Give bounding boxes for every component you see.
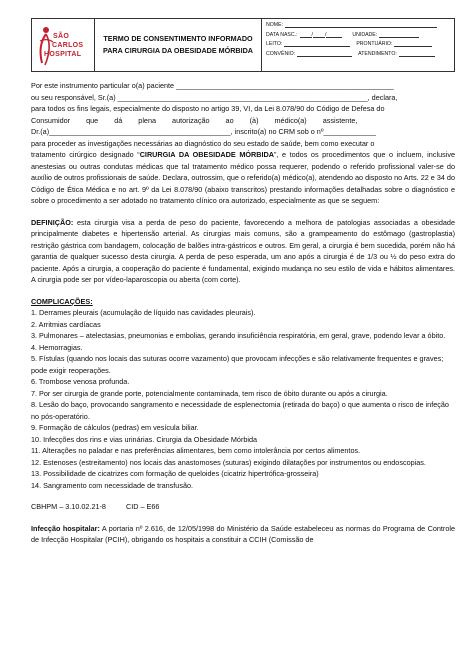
atendimento-label: ATENDIMENTO: bbox=[358, 50, 397, 57]
complication-item: 14. Sangramento com necessidade de transfusão. bbox=[31, 480, 194, 490]
intro-line-3: para todos os fins legais, especialmente do disposto no artigo 39, VI, da Lei 8.078/90 do Código de Defesa do bbox=[31, 104, 385, 113]
nome-label: NOME: bbox=[266, 22, 284, 28]
form-title-line-2: PARA CIRURGIA DA OBESIDADE MÓRBIDA bbox=[102, 46, 253, 55]
field-row-convenio bbox=[266, 50, 451, 60]
intro-text-post: ”, e todos os procedimentos que o incluem, inclusive anestesias ou outras condutas médicas que tal tratamento médico possa requerer, podendo o referido profissional valer-se do auxílio de outros profissionais de saúde. Declara, outrossim, que o referido(a) médico(a), atendendo ao disposto no Arts. 22 e 34 do Código de Ética Médica e no art. 9º da Lei 8.078/90 (abaixo transcritos) prestando informações detalhadas sobre o diagnóstico e sobre o procedimento a ser adotado no tratamento clínico ora autorizado, especialmente as que se seguem: bbox=[31, 150, 455, 205]
field-row-leito bbox=[266, 40, 451, 50]
prontuario-label: PRONTUÁRIO: bbox=[356, 41, 393, 48]
logo-text-hospital: HOSPITAL bbox=[44, 51, 82, 58]
definicao-text: esta cirurgia visa a perda de peso do paciente, favorecendo a melhora de patologias associadas a obesidade principalmente diabetes e hipertensão arterial. As cirurgias mais comuns, são a grampeamento do estômago (gastroplastia) restrição gástrica com bandagem, colocação de balões intra-gástricos e outros. Em geral, a cirurgia é bem sucedida, porém não há garantia de qualquer sucesso desta cirurgia. A perda de peso esperada, um ano após a cirurgia é de 1/3 ou ½ do peso extra do paciente. Após a cirurgia, a cooperação do paciente é fundamental, exigindo mudança no seu estilo de vida e hábitos alimentares. A cirurgia pode ser por vídeo-laparoscopia ou aberta (com corte). bbox=[31, 217, 455, 284]
complication-item: 9. Formação de cálculos (pedras) em vesícula biliar. bbox=[31, 423, 199, 432]
infeccao-text: A portaria nº 2.616, de 12/05/1998 do Ministério da Saúde estabeleceu as normas do Programa de Controle de Infecção Hospitalar (PCIH), obrigando os hospitais a constituir a CCIH (Comissão de bbox=[31, 523, 455, 544]
convenio-label: CONVÊNIO: bbox=[266, 50, 296, 57]
data-nasc-year-field[interactable] bbox=[326, 31, 342, 38]
consent-body bbox=[31, 80, 455, 546]
complication-item: 8. Lesão do baço, provocando sangramento e necessidade de esplenectomia (retirada do baço) o que aumenta o risco de infeção no pós-operatório. bbox=[31, 400, 449, 421]
convenio-field[interactable] bbox=[297, 50, 352, 57]
data-nasc-month-field[interactable] bbox=[313, 31, 325, 38]
intro-line-5: Dr.(a)_____________________________________________, inscrito(a) no CRM sob o nº_____________ bbox=[31, 127, 376, 136]
data-nasc-day-field[interactable] bbox=[300, 31, 312, 38]
hospital-logo bbox=[32, 19, 95, 71]
complication-item: 11. Alterações no paladar e nas preferências alimentares, bem como intolerância por certos alimentos. bbox=[31, 446, 361, 455]
complicacoes-title: COMPLICAÇÕES: bbox=[31, 296, 93, 306]
intro-paragraph bbox=[31, 149, 455, 207]
complication-item: 12. Estenoses (estreitamento) nos locais das anastomoses (suturas) exigindo dilatações por instrumentos ou endoscopias. bbox=[31, 457, 426, 467]
unidade-label: UNIDADE: bbox=[352, 31, 378, 38]
complication-item: 1. Derrames pleurais (acumulação de líquido nas cavidades pleurais). bbox=[31, 308, 256, 317]
field-row-nome bbox=[266, 21, 451, 31]
complication-item: 7. Por ser cirurgia de grande porte, potencialmente contaminada, tem risco de óbito durante ou após a cirurgia. bbox=[31, 388, 388, 398]
cbhpm-code: CBHPM – 3.10.02.21-8 bbox=[31, 502, 106, 511]
intro-line-2: ou seu responsável, Sr.(a) ______________________________________________________________, declara, bbox=[31, 92, 398, 102]
unidade-field[interactable] bbox=[379, 31, 419, 38]
intro-line-4: Consumidor que dá plena autorização ao (à) médico(a) assistente, bbox=[31, 115, 358, 125]
leito-field[interactable] bbox=[284, 40, 350, 47]
data-nasc-label: DATA NASC.: bbox=[266, 31, 298, 38]
intro-line-1: Por este instrumento particular o(a) paciente ______________________________________________________ bbox=[31, 81, 394, 90]
form-header bbox=[31, 18, 455, 72]
intro-line-6: para proceder as investigações necessárias ao diagnóstico do seu estado de saúde, bem como executar o bbox=[31, 138, 375, 148]
form-title bbox=[95, 19, 262, 71]
nome-field[interactable] bbox=[285, 21, 437, 28]
complication-item: 2. Arritmias cardíacas bbox=[31, 319, 101, 329]
infeccao-paragraph bbox=[31, 523, 455, 546]
cid-code: CID – E66 bbox=[125, 502, 160, 511]
atendimento-field[interactable] bbox=[399, 50, 435, 57]
date-separator: / bbox=[311, 31, 313, 38]
complication-item: 6. Trombose venosa profunda. bbox=[31, 377, 130, 386]
complication-item: 10. Infecções dos rins e vias urinárias. Cirurgia da Obesidade Mórbida bbox=[31, 434, 258, 444]
form-title-line-1: TERMO DE CONSENTIMENTO INFORMADO bbox=[103, 34, 253, 43]
definicao-label: DEFINIÇÃO: bbox=[31, 217, 74, 227]
procedure-codes bbox=[31, 501, 455, 513]
intro-text-pre: tratamento cirúrgico designado “ bbox=[31, 150, 140, 159]
logo-text-sao: SÃO bbox=[53, 33, 70, 40]
infeccao-label: Infecção hospitalar: bbox=[31, 523, 100, 533]
complication-item: 5. Fístulas (quando nos locais das suturas ocorre vazamento) que provocam infecções e são relativamente frequentes e graves; pode exigir reoperações. bbox=[31, 354, 444, 375]
date-separator: / bbox=[324, 31, 327, 38]
complication-item: 13. Possibilidade de cicatrizes com formação de queloides (cicatriz hipertrófica-grosseira) bbox=[31, 469, 319, 478]
leito-label: LEITO: bbox=[266, 41, 283, 48]
complication-item: 4. Hemorragias. bbox=[31, 342, 83, 352]
definicao-paragraph bbox=[31, 217, 455, 286]
patient-fields bbox=[262, 19, 454, 71]
logo-text-carlos: CARLOS bbox=[52, 42, 84, 49]
prontuario-field[interactable] bbox=[394, 40, 432, 47]
field-row-datanasc bbox=[266, 31, 451, 41]
procedure-name: CIRURGIA DA OBESIDADE MÓRBIDA bbox=[139, 150, 274, 159]
complication-item: 3. Pulmonares – atelectasias, pneumonias e embolias, gerando insuficiência respiratória, em geral, grave, podendo levar a óbito. bbox=[31, 331, 446, 340]
